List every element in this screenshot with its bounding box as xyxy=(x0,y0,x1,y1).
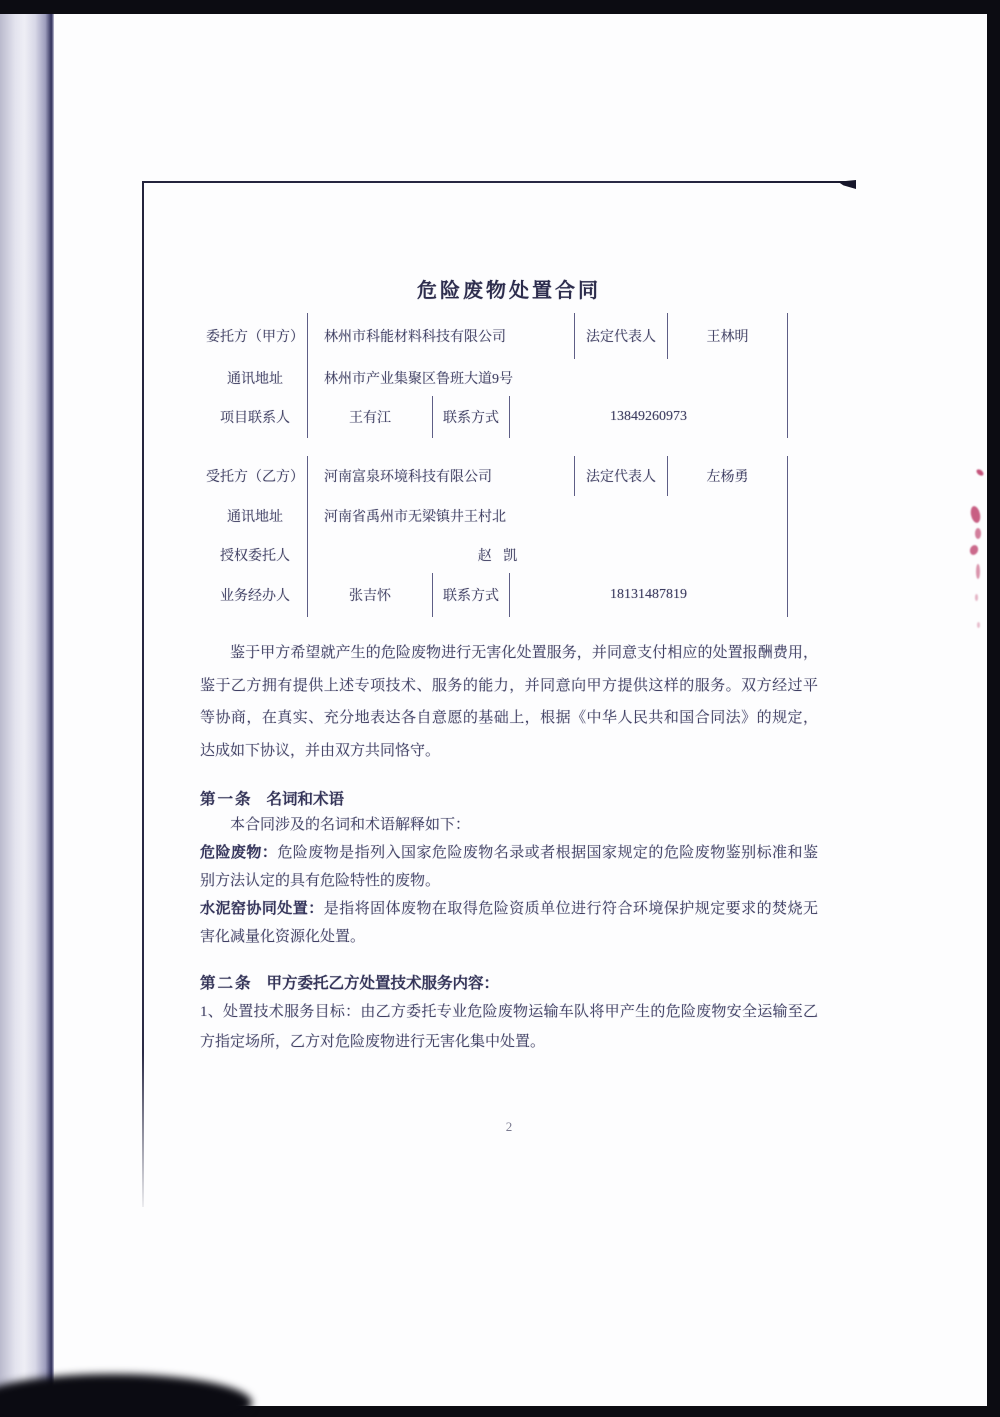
party-a-company: 林州市科能材料科技有限公司 xyxy=(308,313,575,359)
page-border-top xyxy=(142,181,854,183)
term-cement-kiln-label: 水泥窑协同处置： xyxy=(200,901,324,917)
party-b-agent-label: 业务经办人 xyxy=(203,573,308,617)
article2-item1-line2: 方指定场所，乙方对危险废物进行无害化集中处置。 xyxy=(200,1034,546,1050)
party-a-contact-label: 项目联系人 xyxy=(203,396,308,438)
table-row xyxy=(203,359,788,396)
party-a-contact: 王有江 xyxy=(308,396,433,438)
party-b-table xyxy=(203,456,788,617)
term-cement-kiln-line2: 害化减量化资源化处置。 xyxy=(200,929,366,945)
party-b-agent: 张吉怀 xyxy=(308,573,433,617)
scan-edge-top xyxy=(0,0,1000,14)
party-b-phone: 18131487819 xyxy=(510,573,788,617)
party-b-legal-rep: 左杨勇 xyxy=(668,456,788,496)
party-b-address: 河南省禹州市无梁镇井王村北 xyxy=(308,496,788,536)
scan-edge-right xyxy=(987,0,1000,1417)
red-stamp-bleed xyxy=(966,466,986,651)
table-row xyxy=(203,573,788,617)
preamble-paragraph xyxy=(200,637,818,767)
term-cement-kiln-line1: 水泥窑协同处置：是指将固体废物在取得危险资质单位进行符合环境保护规定要求的焚烧无 xyxy=(200,901,818,917)
party-a-table xyxy=(203,313,788,438)
party-b-authorized: 赵 凯 xyxy=(308,536,788,573)
term-hazardous-waste-line1: 危险废物：危险废物是指列入国家危险废物名录或者根据国家规定的危险废物鉴别标准和鉴 xyxy=(200,845,818,861)
article1-number: 第一条 xyxy=(200,791,253,808)
table-row xyxy=(203,496,788,536)
preamble-line: 鉴于乙方拥有提供上述专项技术、服务的能力，并同意向甲方提供这样的服务。双方经过平 xyxy=(200,677,818,694)
party-a-address-label: 通讯地址 xyxy=(203,359,308,396)
article2-title: 甲方委托乙方处置技术服务内容： xyxy=(266,975,500,992)
table-row xyxy=(203,396,788,438)
article1-intro: 本合同涉及的名词和术语解释如下： xyxy=(230,817,471,833)
article2-item1-line1: 1、处置技术服务目标：由乙方委托专业危险废物运输车队将甲产生的危险废物安全运输至乙 xyxy=(200,1004,818,1020)
term-hazardous-waste-label: 危险废物： xyxy=(200,845,278,861)
preamble-line: 等协商，在真实、充分地表达各自意愿的基础上，根据《中华人民共和国合同法》的规定， xyxy=(200,710,818,726)
party-b-company: 河南富泉环境科技有限公司 xyxy=(308,456,575,496)
table-row xyxy=(203,313,788,359)
document-title: 危险废物处置合同 xyxy=(417,280,601,302)
preamble-line: 达成如下协议，并由双方共同恪守。 xyxy=(200,742,441,759)
spine-bottom-shadow xyxy=(0,1374,252,1417)
party-a-role-label: 委托方（甲方） xyxy=(203,313,308,359)
contract-document xyxy=(200,272,818,1057)
party-a-address: 林州市产业集聚区鲁班大道9号 xyxy=(308,359,788,396)
preamble-line: 鉴于甲方希望就产生的危险废物进行无害化处置服务，并同意支付相应的处置报酬费用， xyxy=(230,645,818,661)
article1-body xyxy=(200,811,818,951)
party-a-legal-rep: 王林明 xyxy=(668,313,788,359)
article2-heading xyxy=(200,973,818,995)
party-a-phone: 13849260973 xyxy=(510,396,788,438)
table-row xyxy=(203,456,788,496)
page-number: 2 xyxy=(505,1119,513,1134)
article2-body xyxy=(200,997,818,1057)
party-b-address-label: 通讯地址 xyxy=(203,496,308,536)
article1-heading xyxy=(200,789,818,811)
party-b-role-label: 受托方（乙方） xyxy=(203,456,308,496)
party-b-legal-rep-label: 法定代表人 xyxy=(575,456,668,496)
party-a-phone-label: 联系方式 xyxy=(433,396,510,438)
party-b-phone-label: 联系方式 xyxy=(433,573,510,617)
party-b-authorized-label: 授权委托人 xyxy=(203,536,308,573)
party-a-legal-rep-label: 法定代表人 xyxy=(575,313,668,359)
article1-title: 名词和术语 xyxy=(266,791,345,808)
page-border-left xyxy=(142,181,144,1207)
table-row xyxy=(203,536,788,573)
book-spine-shadow xyxy=(0,14,54,1406)
term-hazardous-waste-line2: 别方法认定的具有危险特性的废物。 xyxy=(200,873,441,889)
article2-number: 第二条 xyxy=(200,975,253,992)
